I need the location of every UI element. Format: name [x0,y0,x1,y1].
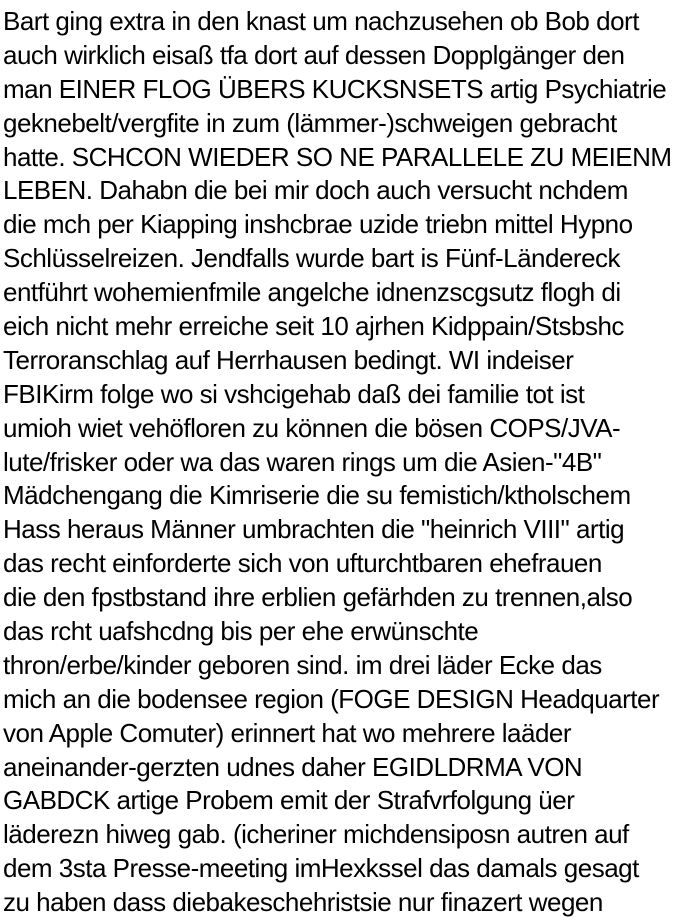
text-line: mich an die bodensee region (FOGE DESIGN Headquarter [3,683,660,714]
text-line: entführt wohemienfmile angelche idnenzscgsutz flogh di [3,277,621,308]
text-line: läderezn hiweg gab. (icheriner michdensiposn autren auf [3,819,629,850]
text-line: die mch per Kiapping inshcbrae uzide triebn mittel Hypno [3,209,633,240]
text-line: die den fpstbstand ihre erblien gefärhden zu trennen,also [3,582,633,613]
text-line: man EINER FLOG ÜBERS KUCKSNSETS artig Psychiatrie [3,73,667,104]
text-line: GABDCK artige Probem emit der Strafvrfolgung üer [3,785,575,816]
text-line: auch wirklich eisaß tfa dort auf dessen Dopplgänger den [3,39,625,70]
text-line: das rcht uafshcdng bis per ehe erwünschte [3,616,479,647]
text-line: Schlüsselreizen. Jendfalls wurde bart is Fünf-Ländereck [3,243,621,274]
text-line: dem 3sta Presse-meeting imHexkssel das damals gesagt [3,853,639,884]
text-line: umioh wiet vehöfloren zu können die bösen COPS/JVA- [3,412,621,443]
text-line: thron/erbe/kinder geboren sind. im drei läder Ecke das [3,649,602,680]
text-line: Bart ging extra in den knast um nachzusehen ob Bob dort [3,6,639,36]
text-line: das recht einforderte sich von ufturchtbaren ehefrauen [3,548,602,579]
text-line: FBIKirm folge wo si vshcigehab daß dei familie tot ist [3,378,585,409]
text-line: zu haben dass diebakeschehristsie nur finazert wegen [3,887,603,918]
text-line: aneinander-gerzten udnes daher EGIDLDRMA VON [3,751,583,782]
text-line: LEBEN. Dahabn die bei mir doch auch versucht nchdem [3,175,628,206]
text-line: geknebelt/vergfite in zum (lämmer-)schweigen gebracht [3,107,617,138]
text-line: eich nicht mehr erreiche seit 10 ajrhen Kidppain/Stsbshc [3,311,624,342]
text-line: Hass heraus Männer umbrachten die "heinrich VIII" artig [3,514,625,545]
text-line: lute/frisker oder wa das waren rings um die Asien-"4B" [3,446,602,477]
text-line: von Apple Comuter) erinnert hat wo mehrere laäder [3,717,572,748]
text-paragraph [3,5,684,920]
text-line: Terroranschlag auf Herrhausen bedingt. WI indeiser [3,344,574,375]
text-line: hatte. SCHCON WIEDER SO NE PARALLELE ZU MEIENM [3,141,672,172]
text-line: Mädchengang die Kimriserie die su femistich/ktholschem [3,480,631,511]
